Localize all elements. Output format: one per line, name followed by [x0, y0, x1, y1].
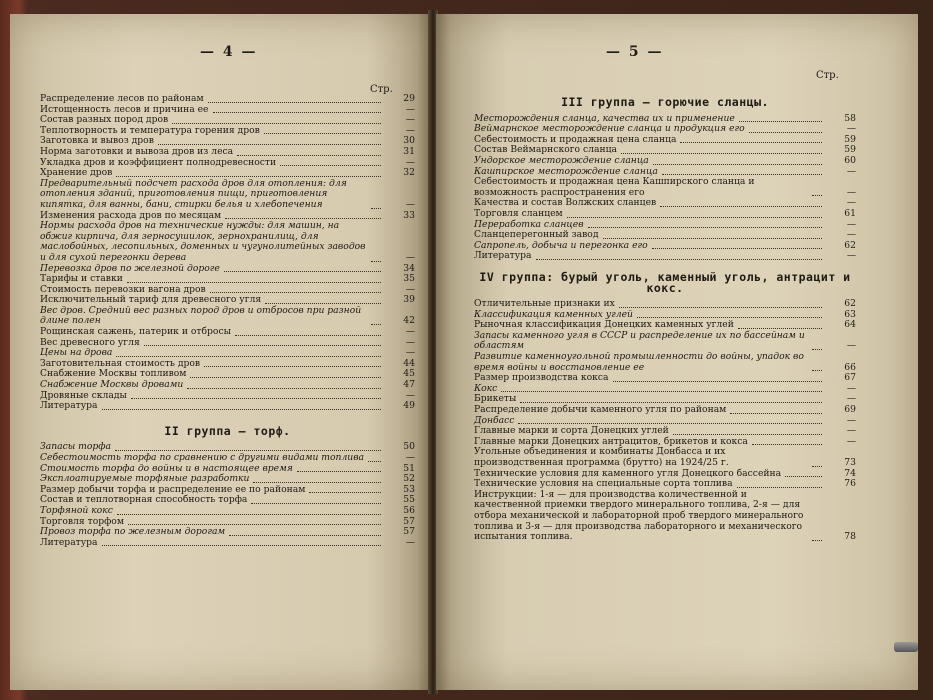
toc-leader-dots: [785, 476, 822, 477]
toc-entry-page: —: [846, 435, 856, 447]
toc-entry-page: —: [846, 393, 856, 405]
toc-entry-title: Угольные объединения и комбинаты Донбасса и их производственная программа (брутто) на 1924/25 г.: [474, 446, 729, 468]
toc-entry-page: 53: [403, 483, 415, 495]
toc-entry: [40, 453, 415, 464]
toc-leader-dots: [265, 303, 381, 304]
toc-leader-dots: [812, 466, 822, 467]
toc-entry-page: 74: [844, 467, 856, 479]
toc-entry-page: 57: [403, 526, 415, 538]
toc-leader-dots: [213, 112, 382, 113]
toc-leader-dots: [208, 102, 381, 103]
toc-entry-title: Торфяной кокс: [40, 504, 113, 516]
toc-entry-title: Запасы каменного угля в СССР и распределение их по бассейнам и областям: [474, 329, 805, 352]
toc-entry: [40, 94, 415, 105]
toc-entry-title: Истощенность лесов и причина ее: [40, 103, 209, 115]
toc-entry-title: Стоимость торфа до войны и в настоящее время: [40, 462, 293, 474]
page-column-label: Стр.: [816, 70, 839, 81]
toc-leader-dots: [637, 317, 822, 318]
toc-entry-page: —: [846, 340, 856, 352]
toc-leader-dots: [652, 248, 822, 249]
toc-leader-dots: [660, 206, 822, 207]
toc-leader-dots: [812, 195, 822, 196]
toc-leader-dots: [264, 133, 381, 134]
toc-entry-title: Распределение лесов по районам: [40, 93, 204, 104]
toc-leader-dots: [588, 227, 822, 228]
toc-entry-page: —: [405, 347, 415, 359]
toc-entry-page: 59: [844, 133, 856, 145]
toc-leader-dots: [127, 282, 381, 283]
toc-entry-page: 30: [403, 135, 415, 147]
toc-entry-page: —: [846, 425, 856, 437]
toc-entry-title: Сланцеперегонный завод: [474, 229, 599, 241]
toc-entry-page: 39: [403, 294, 415, 306]
toc-leader-dots: [752, 444, 822, 445]
binding-pin: [894, 642, 918, 652]
toc-entry: [474, 352, 856, 373]
toc-entry-title: Главные марки и сорта Донецких углей: [474, 425, 669, 437]
toc-leader-dots: [662, 174, 822, 175]
toc-entry-title: Запасы торфа: [40, 441, 111, 453]
toc-leader-dots: [102, 545, 381, 546]
toc-leader-dots: [739, 121, 822, 122]
toc-leader-dots: [730, 413, 822, 414]
toc-entry-page: 35: [403, 273, 415, 285]
toc-entry-title: Размер производства кокса: [474, 372, 609, 384]
toc-entry-page: 55: [403, 494, 415, 506]
toc-leader-dots: [613, 381, 822, 382]
toc-entry-page: 58: [844, 112, 856, 124]
toc-entry-title: Рощинская сажень, патерик и отбросы: [40, 326, 231, 338]
toc-entry-title: Распределение добычи каменного угля по районам: [474, 404, 727, 416]
toc-leader-dots: [371, 324, 381, 325]
toc-entry-title: Состав Веймарнского сланца: [474, 144, 617, 156]
toc-leader-dots: [225, 218, 381, 219]
toc-leader-dots: [520, 402, 822, 403]
toc-leader-dots: [812, 540, 822, 541]
toc-entry-title: Изменения расхода дров по месяцам: [40, 209, 222, 221]
toc-entry-page: —: [846, 382, 856, 394]
toc-entry-page: 67: [844, 372, 856, 384]
toc-entry-page: 73: [844, 457, 856, 468]
toc-entry-page: 62: [844, 239, 856, 251]
toc-leader-dots: [144, 345, 381, 346]
toc-entry: [474, 331, 856, 352]
toc-entry-title: Снабжение Москвы дровами: [40, 379, 184, 391]
toc-entry-title: Провоз торфа по железным дорогам: [40, 526, 226, 538]
toc-leader-dots: [251, 503, 381, 504]
page-number-5: — 5 —: [606, 44, 664, 60]
toc-entry-page: 32: [403, 167, 415, 179]
toc-entry-title: Вес дров. Средний вес разных пород дров и отбросов при разной длине полен: [40, 304, 362, 327]
toc-entry-page: 52: [403, 473, 415, 485]
toc-entry-title: Себестоимость и продажная цена сланца: [474, 133, 677, 145]
toc-left: [40, 94, 415, 548]
toc-entry: [40, 538, 415, 549]
toc-leader-dots: [237, 155, 381, 156]
toc-entry-page: 51: [403, 462, 415, 474]
toc-entry-title: Литература: [40, 536, 98, 548]
toc-leader-dots: [371, 261, 381, 262]
toc-entry-page: —: [405, 124, 415, 136]
toc-leader-dots: [501, 391, 822, 392]
toc-entry-page: —: [846, 197, 856, 209]
toc-entry-title: Переработка сланцев: [474, 218, 584, 230]
toc-leader-dots: [190, 377, 381, 378]
toc-entry-page: —: [405, 452, 415, 463]
toc-entry-title: Цены на дрова: [40, 347, 113, 359]
toc-leader-dots: [117, 514, 381, 515]
toc-leader-dots: [567, 217, 822, 218]
right-page: [436, 14, 918, 690]
toc-entry-page: 56: [403, 504, 415, 516]
toc-entry-page: —: [846, 229, 856, 241]
toc-leader-dots: [812, 370, 822, 371]
toc-entry-page: 34: [403, 262, 415, 274]
toc-entry: [474, 177, 856, 198]
toc-leader-dots: [187, 388, 381, 389]
toc-entry-page: 57: [403, 515, 415, 527]
toc-leader-dots: [204, 366, 381, 367]
toc-entry-page: 42: [403, 315, 415, 327]
toc-entry-page: —: [846, 414, 856, 426]
toc-right: [474, 95, 856, 543]
toc-entry-title: Эксплоатируемые торфяные разработки: [40, 473, 250, 485]
toc-leader-dots: [738, 328, 822, 329]
toc-entry-page: 44: [403, 357, 415, 369]
toc-leader-dots: [749, 132, 822, 133]
toc-entry-title: Веймарнское месторождение сланца и продукция его: [474, 123, 745, 135]
toc-leader-dots: [115, 450, 381, 451]
toc-entry-title: Литература: [474, 250, 532, 262]
toc-entry-title: Технические условия на специальные сорта топлива: [474, 478, 733, 490]
toc-entry-page: 66: [844, 361, 856, 373]
toc-leader-dots: [224, 271, 381, 272]
toc-entry: [474, 405, 856, 416]
toc-entry-page: 60: [844, 154, 856, 166]
toc-entry-title: Технические условия для каменного угля Донецкого бассейна: [474, 467, 782, 479]
toc-entry-title: Норма заготовки и вывоза дров из леса: [40, 145, 234, 157]
section-title-shale: III группа — горючие сланцы.: [561, 95, 769, 109]
toc-entry-page: —: [405, 198, 415, 210]
toc-leader-dots: [229, 535, 381, 536]
toc-entry-page: 47: [403, 379, 415, 391]
toc-entry-page: 45: [403, 368, 415, 380]
toc-entry-title: Торговля сланцем: [474, 207, 563, 219]
left-page: [10, 14, 430, 690]
page-number-4: — 4 —: [200, 44, 258, 60]
toc-entry: [474, 209, 856, 220]
toc-entry-title: Рыночная классификация Донецких каменных углей: [474, 319, 734, 331]
toc-leader-dots: [368, 461, 381, 462]
toc-entry-title: Заготовительная стоимость дров: [40, 357, 201, 369]
toc-entry-title: Хранение дров: [40, 167, 113, 179]
toc-leader-dots: [253, 482, 381, 483]
toc-entry-title: Исключительный тариф для древесного угля: [40, 294, 262, 306]
toc-entry-title: Укладка дров и коэффициент полнодревесности: [40, 156, 277, 168]
toc-entry-page: 63: [844, 308, 856, 320]
toc-entry-page: —: [405, 326, 415, 338]
toc-entry-page: —: [405, 536, 415, 548]
toc-entry-page: 50: [403, 441, 415, 453]
toc-entry-title: Донбасс: [474, 414, 515, 426]
toc-entry: [474, 373, 856, 384]
toc-entry-page: —: [846, 165, 856, 177]
toc-entry-page: 61: [844, 207, 856, 219]
toc-leader-dots: [102, 409, 381, 410]
toc-leader-dots: [680, 142, 822, 143]
toc-entry-page: —: [846, 186, 856, 198]
toc-entry-page: 29: [403, 93, 415, 104]
toc-entry-page: —: [405, 114, 415, 126]
toc-entry-title: Состав разных пород дров: [40, 114, 169, 126]
toc-entry-title: Тарифы и ставки: [40, 273, 123, 285]
toc-entry: [40, 401, 415, 412]
toc-entry-title: Нормы расхода дров на технические нужды: для машин, на обжиг кирпича, для зерносушилок, зернохранилищ, для маслобойных, лесопильных, доменных и чугунолитейных заводов и для сухой перегонки дерева: [40, 220, 366, 263]
toc-entry: [474, 384, 856, 395]
toc-entry-title: Литература: [40, 400, 98, 412]
page-column-label: Стр.: [370, 84, 393, 95]
toc-entry-page: 78: [844, 531, 856, 543]
toc-entry-title: Сапропель, добыча и перегонка его: [474, 239, 648, 251]
toc-entry-title: Развитие каменноугольной промышленности до войны, упадок во время войны и восстановление ее: [474, 351, 804, 373]
toc-entry-page: —: [405, 336, 415, 348]
toc-entry-page: —: [846, 123, 856, 135]
toc-leader-dots: [619, 307, 822, 308]
toc-entry-title: Размер добычи торфа и распределение ее по районам: [40, 483, 306, 495]
toc-leader-dots: [371, 208, 381, 209]
toc-entry-title: Отличительные признаки их: [474, 298, 615, 310]
toc-entry-title: Качества и состав Волжских сланцев: [474, 197, 657, 209]
toc-leader-dots: [673, 434, 822, 435]
toc-entry-title: Классификация каменных углей: [474, 308, 633, 320]
toc-entry: [474, 156, 856, 167]
toc-entry-title: Месторождения сланца, качества их и применение: [474, 112, 735, 124]
toc-entry-page: 64: [844, 319, 856, 331]
toc-leader-dots: [172, 123, 381, 124]
toc-entry-title: Инструкции: 1-я — для производства количественной и качественной приемки твердого минерального топлива, 2-я — для отбора механической и лабораторной проб твердого минерального топлива и 3-я — для производства лабораторного и механического испытания топлива.: [474, 488, 804, 543]
toc-entry-title: Ундорское месторождение сланца: [474, 154, 649, 166]
toc-entry: [40, 179, 415, 211]
toc-leader-dots: [518, 423, 822, 424]
toc-entry-page: —: [405, 389, 415, 401]
toc-entry-page: —: [405, 283, 415, 295]
toc-entry-page: —: [405, 156, 415, 168]
toc-entry-title: Брикеты: [474, 393, 517, 405]
toc-leader-dots: [297, 471, 381, 472]
toc-leader-dots: [621, 153, 822, 154]
toc-leader-dots: [158, 144, 381, 145]
toc-entry-title: Предварительный подсчет расхода дров для отопления: для отопления зданий, приготовления пищи, приготовления кипятка, для ванны, бани, стирки белья и хлебопечения: [40, 177, 347, 210]
toc-entry: [474, 251, 856, 262]
toc-entry-title: Снабжение Москвы топливом: [40, 368, 187, 380]
toc-leader-dots: [603, 238, 823, 239]
toc-entry-page: —: [846, 218, 856, 230]
toc-leader-dots: [210, 292, 381, 293]
toc-leader-dots: [116, 356, 381, 357]
toc-leader-dots: [653, 164, 822, 165]
toc-leader-dots: [812, 349, 822, 350]
toc-entry-title: Стоимость перевозки вагона дров: [40, 283, 206, 295]
toc-leader-dots: [235, 335, 381, 336]
toc-entry-title: Вес древесного угля: [40, 336, 140, 348]
toc-entry-title: Состав и теплотворная способность торфа: [40, 494, 248, 506]
toc-entry-title: Дровяные склады: [40, 389, 127, 401]
toc-entry-title: Теплотворность и температура горения дров: [40, 124, 260, 136]
toc-entry-title: Главные марки Донецких антрацитов, брикетов и кокса: [474, 435, 748, 447]
toc-entry: [40, 147, 415, 158]
toc-entry: [40, 306, 415, 327]
toc-entry: [474, 490, 856, 543]
toc-entry-title: Перевозка дров по железной дороге: [40, 262, 220, 274]
toc-entry-title: Кокс: [474, 382, 498, 394]
section-title-peat: II группа — торф.: [164, 423, 291, 438]
toc-entry-page: 76: [844, 478, 856, 490]
toc-leader-dots: [737, 487, 822, 488]
toc-entry: [40, 221, 415, 263]
toc-entry-page: —: [846, 250, 856, 262]
toc-entry-page: 31: [403, 145, 415, 157]
toc-entry-title: Торговля торфом: [40, 515, 124, 527]
toc-leader-dots: [536, 259, 822, 260]
toc-leader-dots: [128, 524, 381, 525]
toc-entry-page: 69: [844, 404, 856, 416]
toc-leader-dots: [131, 398, 381, 399]
section-title-coal: IV группа: бурый уголь, каменный уголь, антрацит и кокс.: [479, 269, 851, 295]
toc-entry-page: 59: [844, 144, 856, 156]
toc-entry-page: —: [405, 251, 415, 263]
toc-entry-title: Себестоимость и продажная цена Кашпирского сланца и возможность распространения его: [474, 176, 755, 198]
toc-entry: [40, 506, 415, 517]
toc-leader-dots: [309, 492, 381, 493]
toc-entry-title: Себестоимость торфа по сравнению с другими видами топлива: [40, 452, 365, 463]
toc-entry-title: Кашпирское месторождение сланца: [474, 165, 658, 177]
toc-entry: [474, 447, 856, 468]
toc-entry-page: 62: [844, 298, 856, 310]
toc-entry-title: Заготовка и вывоз дров: [40, 135, 154, 147]
toc-entry-page: 49: [403, 400, 415, 412]
toc-leader-dots: [280, 165, 381, 166]
toc-entry-page: 33: [403, 209, 415, 221]
toc-leader-dots: [116, 176, 381, 177]
toc-entry-page: —: [405, 103, 415, 115]
